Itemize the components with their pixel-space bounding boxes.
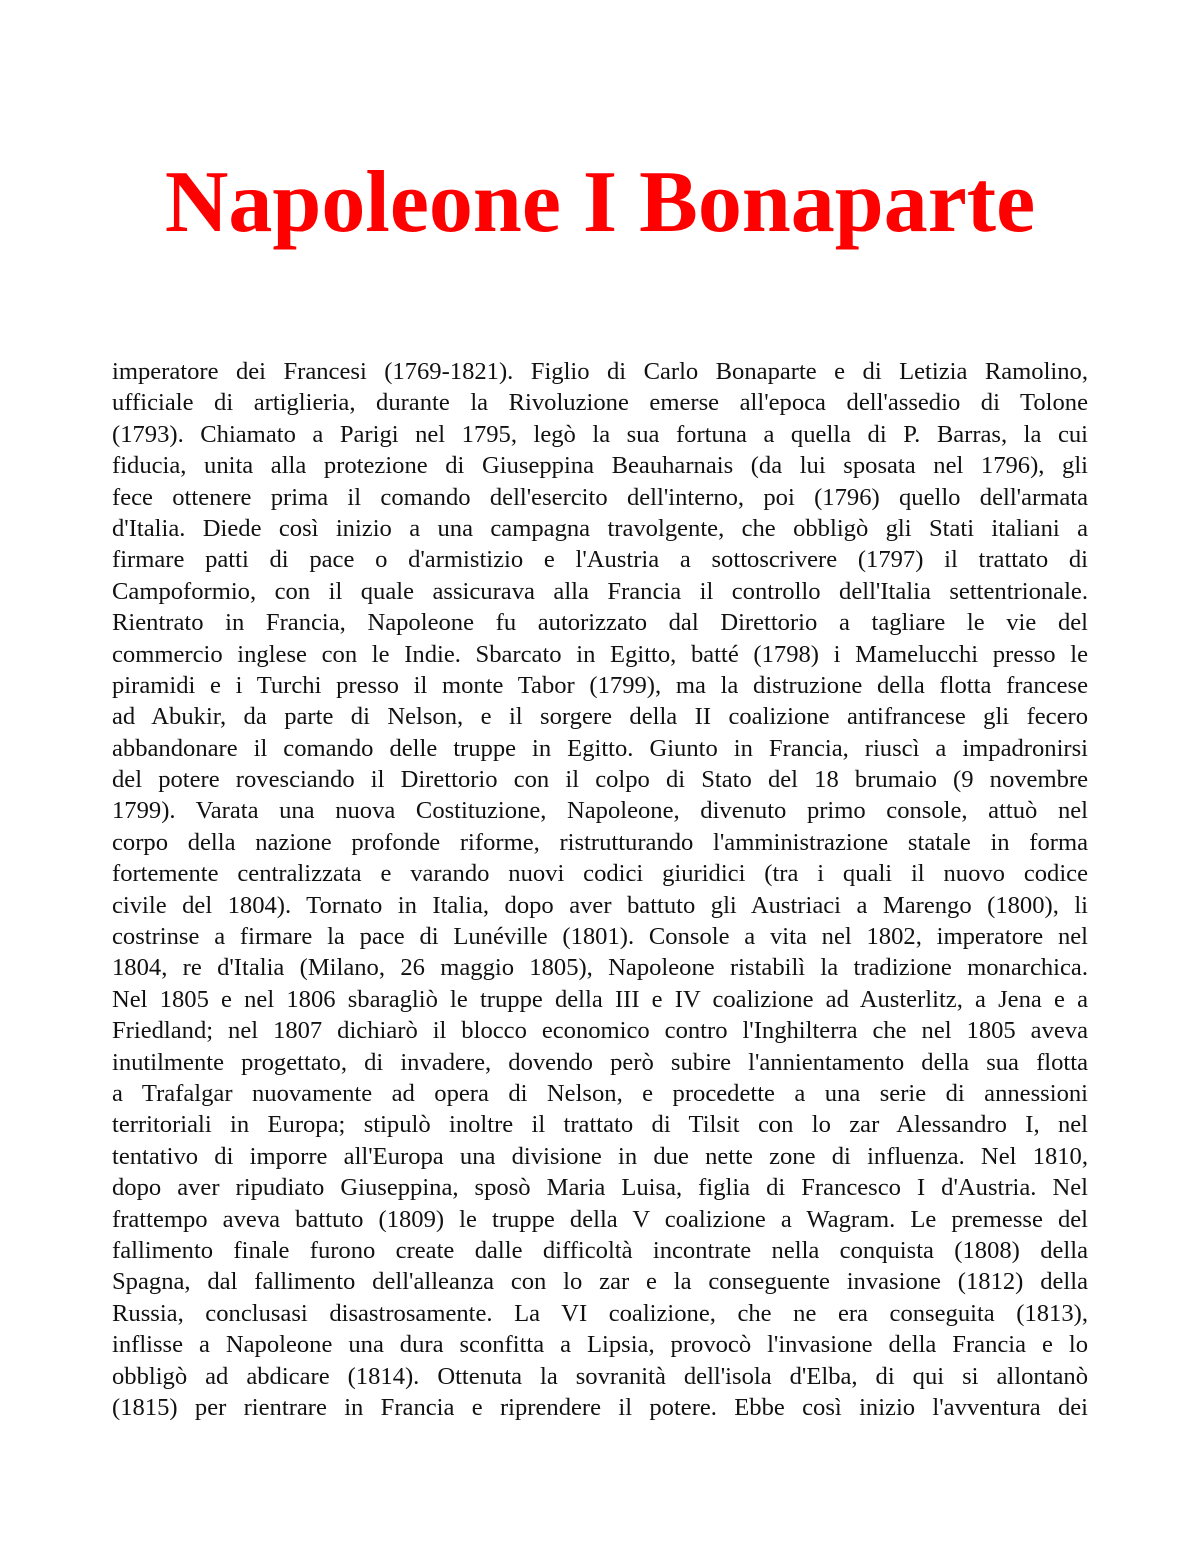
body-text-line: inutilmente progettato, di invadere, dovendo però subire l'annientamento della sua flotta bbox=[112, 1048, 1088, 1076]
body-text-line: Spagna, dal fallimento dell'alleanza con lo zar e la conseguente invasione (1812) della bbox=[112, 1268, 1088, 1296]
body-text-line: d'Italia. Diede così inizio a una campagna travolgente, che obbligò gli Stati italiani a bbox=[112, 514, 1088, 542]
body-text-line: frattempo aveva battuto (1809) le truppe della V coalizione a Wagram. Le premesse del bbox=[112, 1205, 1088, 1233]
body-text-line: piramidi e i Turchi presso il monte Tabor (1799), ma la distruzione della flotta francese bbox=[112, 671, 1088, 699]
body-text-line: fallimento finale furono create dalle difficoltà incontrate nella conquista (1808) della bbox=[112, 1236, 1088, 1264]
body-text-line: 1804, re d'Italia (Milano, 26 maggio 1805), Napoleone ristabilì la tradizione monarchica. bbox=[112, 954, 1088, 982]
body-text-line: Friedland; nel 1807 dichiarò il blocco economico contro l'Inghilterra che nel 1805 aveva bbox=[112, 1017, 1088, 1045]
body-text-line: costrinse a firmare la pace di Lunéville (1801). Console a vita nel 1802, imperatore nel bbox=[112, 923, 1088, 951]
body-text-line: Nel 1805 e nel 1806 sbaragliò le truppe della III e IV coalizione ad Austerlitz, a Jena e a bbox=[112, 985, 1088, 1013]
body-text-line: tentativo di imporre all'Europa una divisione in due nette zone di influenza. Nel 1810, bbox=[112, 1142, 1088, 1170]
body-text-line: fece ottenere prima il comando dell'esercito dell'interno, poi (1796) quello dell'armata bbox=[112, 483, 1088, 511]
body-text-line: ad Abukir, da parte di Nelson, e il sorgere della II coalizione antifrancese gli fecero bbox=[112, 703, 1088, 731]
body-text-line: fortemente centralizzata e varando nuovi codici giuridici (tra i quali il nuovo codice bbox=[112, 860, 1088, 888]
body-text-line: obbligò ad abdicare (1814). Ottenuta la sovranità dell'isola d'Elba, di qui si allontanò bbox=[112, 1362, 1088, 1390]
body-text-line: del potere rovesciando il Direttorio con il colpo di Stato del 18 brumaio (9 novembre bbox=[112, 766, 1088, 794]
body-text-line: Rientrato in Francia, Napoleone fu autorizzato dal Direttorio a tagliare le vie del bbox=[112, 609, 1088, 637]
body-text-line: dopo aver ripudiato Giuseppina, sposò Maria Luisa, figlia di Francesco I d'Austria. Nel bbox=[112, 1174, 1088, 1202]
body-text-line: inflisse a Napoleone una dura sconfitta a Lipsia, provocò l'invasione della Francia e lo bbox=[112, 1331, 1088, 1359]
body-text-line: 1799). Varata una nuova Costituzione, Napoleone, divenuto primo console, attuò nel bbox=[112, 797, 1088, 825]
body-paragraph bbox=[112, 356, 1088, 1423]
body-text-line: imperatore dei Francesi (1769-1821). Figlio di Carlo Bonaparte e di Letizia Ramolino, bbox=[112, 358, 1088, 385]
body-text-line: ufficiale di artiglieria, durante la Rivoluzione emerse all'epoca dell'assedio di Tolone bbox=[112, 389, 1088, 417]
body-text-line: a Trafalgar nuovamente ad opera di Nelson, e procedette a una serie di annessioni bbox=[112, 1079, 1088, 1107]
body-text-line: firmare patti di pace o d'armistizio e l'Austria a sottoscrivere (1797) il trattato di bbox=[112, 546, 1088, 574]
body-text-line: abbandonare il comando delle truppe in Egitto. Giunto in Francia, riuscì a impadronirsi bbox=[112, 734, 1088, 762]
body-text-line: commercio inglese con le Indie. Sbarcato in Egitto, batté (1798) i Mamelucchi presso le bbox=[112, 640, 1088, 668]
body-text-line: fiducia, unita alla protezione di Giuseppina Beauharnais (da lui sposata nel 1796), gli bbox=[112, 452, 1088, 480]
body-text-line: (1815) per rientrare in Francia e riprendere il potere. Ebbe così inizio l'avventura dei bbox=[112, 1393, 1088, 1421]
body-text-line: Campoformio, con il quale assicurava alla Francia il controllo dell'Italia settentrionale. bbox=[112, 577, 1088, 605]
body-text-line: (1793). Chiamato a Parigi nel 1795, legò la sua fortuna a quella di P. Barras, la cui bbox=[112, 420, 1088, 448]
body-text-line: Russia, conclusasi disastrosamente. La VI coalizione, che ne era conseguita (1813), bbox=[112, 1299, 1088, 1327]
body-text-line: civile del 1804). Tornato in Italia, dopo aver battuto gli Austriaci a Marengo (1800), li bbox=[112, 891, 1088, 919]
body-text-line: territoriali in Europa; stipulò inoltre il trattato di Tilsit con lo zar Alessandro I, nel bbox=[112, 1111, 1088, 1139]
body-text-line: corpo della nazione profonde riforme, ristrutturando l'amministrazione statale in forma bbox=[112, 828, 1088, 856]
page-title: Napoleone I Bonaparte bbox=[164, 154, 1036, 251]
